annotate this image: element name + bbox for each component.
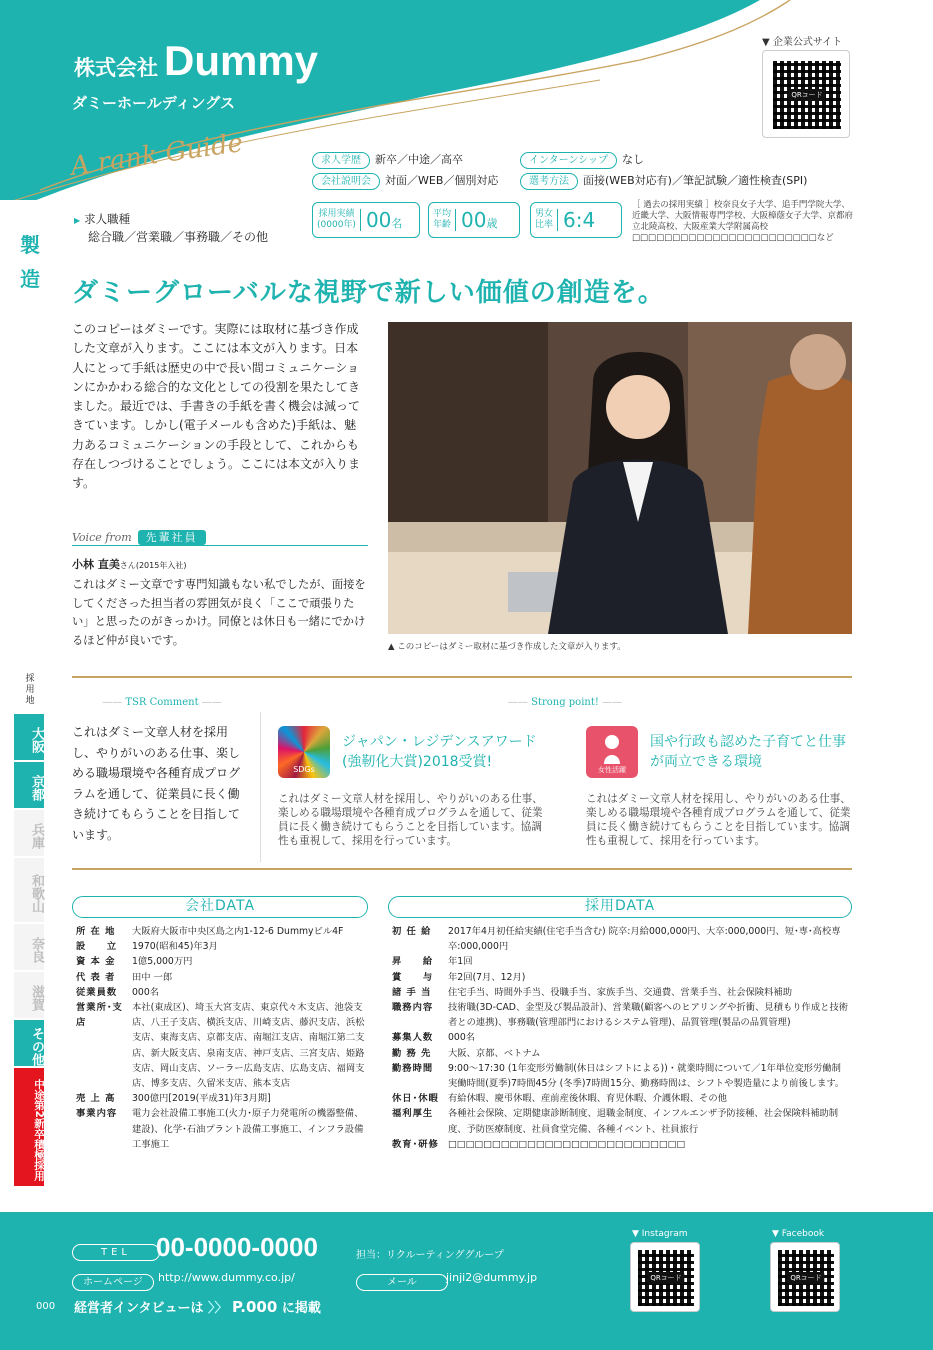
data-value: 技術職(3D-CAD、金型及び製品設計)、営業職(顧客へのヒアリングや折衝、見積もり作成と技術者との連携)、事務職(管理部門におけるシステム管理)、品質管理(製品の品質管理) (448, 1002, 849, 1029)
recruit-data-table (392, 924, 850, 1152)
data-value: 年1回 (448, 956, 473, 968)
data-key: 事業内容 (76, 1108, 118, 1120)
strong-point-1-text: これはダミー文章人材を採用し、やりがいのある仕事、楽しめる職場環境や各種育成プログラムを通して、従業員に長く働き続けてもらうことを目指しています。協調性も重視して、採用を行っています。 (278, 793, 543, 847)
official-site-qr-frame[interactable] (762, 50, 850, 138)
data-key: 休日･休暇 (392, 1093, 439, 1105)
recruit-area-6: その他 (14, 1020, 44, 1066)
recruit-area-4: 奈良 (14, 924, 44, 970)
recruit-data-row (392, 1046, 850, 1061)
data-key: 勤務時間 (392, 1062, 434, 1074)
recruit-data-row (392, 1106, 850, 1136)
education-tag: 求人学歴 (312, 152, 370, 169)
homepage-link[interactable]: http://www.dummy.co.jp/ (158, 1271, 295, 1284)
company-data-table (76, 924, 366, 1152)
instagram-qr-frame[interactable] (630, 1242, 700, 1312)
interview-photo (388, 322, 852, 634)
education-row: 求人学歴 新卒／中途／高卒 (312, 152, 463, 169)
qr-code-icon: QRコード (778, 1250, 834, 1306)
recruit-area-3: 和歌山 (14, 858, 44, 922)
mail-link[interactable]: jinji2@dummy.jp (446, 1271, 538, 1284)
data-value: 9:00～17:30 (1年変形労働制(休日はシフトによる))・就業時間について／1年単位変形労働制 実働時間(夏季)7時間45分 (冬季)7時間15分、勤務時間は、シフトや製造量により前後します。 (448, 1062, 845, 1090)
internship-tag: インターンシップ (520, 152, 617, 169)
recruit-data-row (392, 1137, 850, 1152)
hires-stat: 採用実績 (0000年) 00名 (312, 202, 420, 238)
data-value: 各種社会保険、定期健康診断制度、退職金制度、インフルエンザ予防接種、社会保険料補助制度、予防医療制度、社員食堂完備、各種イベント、社員旅行 (448, 1108, 839, 1135)
qr-code-icon: QRコード (773, 61, 841, 129)
data-value: 2017年4月初任給実績(住宅手当含む) 院卒:月給000,000円、大卒:000,000円、短･専･高校専卒:000,000円 (448, 926, 841, 953)
data-value: 300億円[2019(平成31)年3月期] (132, 1093, 271, 1105)
briefing-tag: 会社説明会 (312, 173, 380, 190)
gold-divider-top (72, 676, 852, 678)
data-value: 田中 一郎 (132, 971, 173, 983)
company-data-row (76, 939, 366, 954)
voice-heading: Voice from 先輩社員 (72, 529, 206, 545)
gold-divider-bottom (72, 868, 852, 870)
data-key: 昇 給 (392, 956, 434, 968)
average-age-stat: 平均 年齢 00歳 (428, 202, 520, 238)
company-data-row (76, 954, 366, 969)
facebook-label: ▼ Facebook (772, 1229, 825, 1239)
facebook-qr-frame[interactable] (770, 1242, 840, 1312)
photo-caption: ▲ このコピーはダミー取材に基づき作成した文章が入ります。 (388, 642, 626, 652)
data-value: 年2回(7月、12月) (448, 971, 526, 983)
data-value: 住宅手当、時間外手当、役職手当、家族手当、交通費、営業手当、社会保険料補助 (448, 986, 792, 998)
sdgs-icon: SDGs (278, 726, 330, 778)
company-data-row (76, 985, 366, 1000)
recruit-area-heading: 採用地 (25, 674, 35, 706)
tsr-comment-text: これはダミー文章人材を採用し、やりがいのある仕事、楽しめる職場環境や各種育成プログラムを通して、従業員に長く働き続けてもらうことを目指しています。 (72, 725, 241, 842)
job-types-value: 総合職／営業職／事務職／その他 (88, 230, 269, 244)
company-data-row (76, 1106, 366, 1152)
data-key: 諸 手 当 (392, 986, 432, 998)
data-key: 福利厚生 (392, 1108, 434, 1120)
internship-row: インターンシップ なし (520, 152, 644, 169)
data-key: 賞 与 (392, 971, 434, 983)
data-value: 000名 (448, 1032, 476, 1044)
data-value: 電力会社設備工事施工(火力･原子力発電所の機器整備、建設)、化学･石油プラント設備工事施工、インフラ設備工事施工 (132, 1108, 364, 1150)
company-name: 株式会社 Dummy (74, 37, 319, 84)
recruit-data-row (392, 1030, 850, 1045)
office-scene-illustration (388, 322, 852, 634)
mail-tag: メール (356, 1270, 448, 1291)
tel-tag: TEL (72, 1240, 160, 1261)
tel-number[interactable]: 00-0000-0000 (156, 1232, 318, 1262)
recruit-area-7: 中途第2新卒積極採用 (14, 1068, 44, 1186)
data-value: 1億5,000万円 (132, 956, 193, 968)
strong-point-heading: —— Strong point! —— (507, 697, 623, 708)
data-key: 所 在 地 (76, 926, 116, 937)
women-icon: 女性活躍 (586, 726, 638, 778)
chevron-right-icon: 〉〉 (203, 1301, 233, 1316)
company-data-row (76, 1000, 366, 1091)
recruit-data-row (392, 1061, 850, 1091)
page-number: 000 (36, 1301, 56, 1312)
data-value: 1970(昭和45)年3月 (132, 941, 218, 953)
recruit-data-heading: 採用DATA (388, 896, 852, 918)
instagram-label: ▼ Instagram (632, 1229, 688, 1239)
official-site-label: ▼ 企業公式サイト (762, 37, 843, 48)
article-body: このコピーはダミーです。実際には取材に基づき作成した文章が入ります。ここには本文が入ります。日本人にとって手紙は歴史の中で長い間コミュニケーションにかかわる総合的な文化としての役割を果たしてきました。最近では、手書きの手紙を書く機会は減ってきています。しかし(電子メールも含めた)手紙は、魅力あるコミュニケーションの手段として、これからも存在しつづけることでしょう。ここには本文が入ります。 (72, 322, 361, 491)
data-key: 代 表 者 (76, 971, 116, 983)
data-key: 資 本 金 (76, 956, 116, 968)
recruit-area-1: 京都 (14, 762, 44, 808)
data-key: 売 上 高 (76, 1093, 116, 1105)
employee-comment: これはダミー文章です専門知識もない私でしたが、面接をしてくださった担当者の雰囲気が良く「ここで頑張りたい」と思ったのがきっかけ。同僚とは休日も一緒にでかけるほど仲が良いです。 (72, 578, 366, 647)
briefing-row: 会社説明会 対面／WEB／個別対応 (312, 173, 498, 190)
data-value: 有給休暇、慶弔休暇、産前産後休暇、育児休暇、介護休暇、その他 (448, 1093, 727, 1105)
main-headline: ダミーグローバルな視野で新しい価値の創造を。 (72, 278, 665, 308)
data-key: 初 任 給 (392, 926, 432, 937)
data-key: 職務内容 (392, 1002, 434, 1014)
data-value: 000名 (132, 986, 160, 998)
homepage-tag: ホームページ (72, 1270, 154, 1291)
data-key: 勤 務 先 (392, 1047, 432, 1059)
employee-name: 小林 直美さん(2015年入社) (72, 558, 187, 571)
company-data-row (76, 1091, 366, 1106)
contact-person: 担当：リクルーティンググループ (356, 1250, 504, 1261)
job-types-heading: ▶ 求人職種 (74, 211, 130, 227)
selection-row: 選考方法 面接(WEB対応有)／筆記試験／適性検査(SPI) (520, 173, 807, 190)
tsr-comment-heading: —— TSR Comment —— (102, 697, 222, 708)
company-subtitle: ダミーホールディングス (72, 94, 236, 112)
data-key: 教育･研修 (392, 1138, 439, 1150)
recruit-area-2: 兵庫 (14, 810, 44, 856)
data-value: □□□□□□□□□□□□□□□□□□□□□□□□□□□ (448, 1138, 686, 1150)
interview-note: 経営者インタビューは 〉〉 P.000 に掲載 (74, 1298, 321, 1316)
strong-point-2-text: これはダミー文章人材を採用し、やりがいのある仕事、楽しめる職場環境や各種育成プログラムを通して、従業員に長く働き続けてもらうことを目指しています。協調性も重視して、採用を行っています。 (586, 793, 851, 847)
qr-code-icon: QRコード (638, 1250, 694, 1306)
voice-divider (72, 545, 368, 546)
data-value: 大阪府大阪市中央区島之内1-12-6 Dummyビル4F (132, 926, 344, 937)
recruit-data-row (392, 954, 850, 969)
recruit-data-row (392, 924, 850, 954)
selection-tag: 選考方法 (520, 173, 578, 190)
recruit-data-row (392, 985, 850, 1000)
past-hires-schools: ［ 過去の採用実績 ］校奈良女子大学、追手門学院大学、近畿大学、大阪情報専門学校、大阪樟蔭女子大学、京都府立北陵高校、大阪産業大学附属高校□□□□□□□□□□□□□□□□□□□□□□□など (632, 200, 854, 243)
data-key: 募集人数 (392, 1032, 434, 1044)
recruit-data-row (392, 1091, 850, 1106)
company-data-row (76, 970, 366, 985)
gender-ratio-stat: 男女 比率 6:4 (530, 202, 622, 238)
strong-point-2-title: 国や行政も認めた子育てと仕事が両立できる環境 (650, 734, 846, 770)
tsr-vertical-divider (260, 712, 261, 862)
strong-point-1-title: ジャパン・レジデンスアワード(強靭化大賞)2018受賞! (342, 734, 537, 770)
data-key: 営業所･支店 (76, 1002, 123, 1029)
company-data-heading: 会社DATA (72, 896, 368, 918)
recruit-data-row (392, 970, 850, 985)
data-key: 設 立 (76, 941, 118, 953)
recruit-area-5: 滋賀 (14, 972, 44, 1018)
recruit-area-0: 大阪 (14, 714, 44, 760)
data-value: 大阪、京都、ベトナム (448, 1047, 541, 1059)
company-data-row (76, 924, 366, 939)
guide-logo: A rank Guide (68, 128, 245, 182)
data-value: 本社(東成区)、埼玉大宮支店、東京代々木支店、池袋支店、八王子支店、横浜支店、川崎支店、藤沢支店、浜松支店、東海支店、京都支店、南堀江支店、南堀江第二支店、新大阪支店、泉南支店、神戸支店、三宮支店、姫路支店、岡山支店、ソーラー広島支店、広島支店、福岡支店、博多支店、久留米支店、熊本支店 (132, 1002, 365, 1090)
data-key: 従業員数 (76, 986, 118, 998)
recruit-data-row (392, 1000, 850, 1030)
industry-category: 製造 (20, 233, 40, 291)
